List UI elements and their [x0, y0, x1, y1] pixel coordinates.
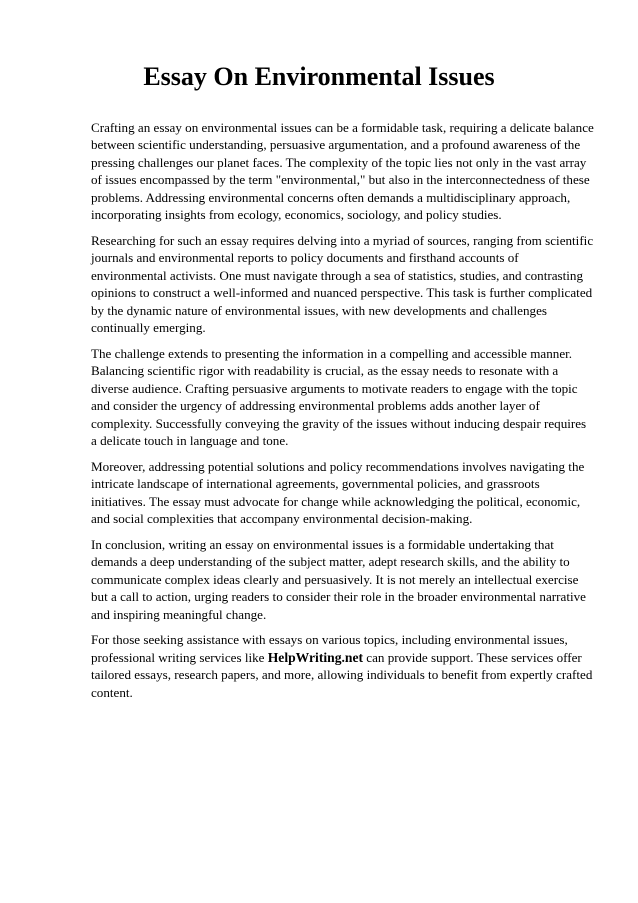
paragraph-6: [91, 631, 595, 701]
paragraph-6-intro: For those seeking assistance with essays on various topics, including environmental issues, professional writing services like: [91, 632, 568, 665]
paragraph-5: In conclusion, writing an essay on environmental issues is a formidable undertaking that demands a deep understanding of the subject matter, adept research skills, and the ability to communicate complex ideas clearly and persuasively. It is not merely an intellectual exercise but a call to action, urging readers to consider their role in the broader environmental narrative and inspiring meaningful change.: [91, 536, 586, 622]
page-title: Essay On Environmental Issues: [143, 62, 495, 91]
paragraph-6-outro: can provide support. These services offer tailored essays, research papers, and more, allowing individuals to benefit from expertly crafted content.: [91, 649, 593, 700]
helpwriting-link[interactable]: HelpWriting.net: [267, 649, 364, 665]
essay-body: [91, 119, 595, 710]
paragraph-4: Moreover, addressing potential solutions and policy recommendations involves navigating the intricate landscape of international agreements, governmental policies, and grassroots initiatives. The essay must advocate for change while acknowledging the political, economic, and social complexities that accompany environmental decision-making.: [91, 458, 585, 527]
paragraph-3: The challenge extends to presenting the information in a compelling and accessible manner. Balancing scientific rigor with readability is crucial, as the essay needs to resonate with a diverse audience. Crafting persuasive arguments to motivate readers to engage with the topic and consider the urgency of addressing environmental problems adds another layer of complexity. Successfully conveying the gravity of the issues without inducing despair requires a delicate touch in language and tone.: [91, 345, 587, 448]
paragraph-1: Crafting an essay on environmental issues can be a formidable task, requiring a delicate balance between scientific understanding, persuasive argumentation, and a profound awareness of the pressing challenges our planet faces. The complexity of the topic lies not only in the vast array of issues encompassed by the term "environmental," but also in the interconnectedness of these problems. Addressing environmental concerns often demands a multidisciplinary approach, incorporating insights from ecology, economics, sociology, and policy studies.: [91, 120, 594, 223]
paragraph-2: Researching for such an essay requires delving into a myriad of sources, ranging from scientific journals and environmental reports to policy documents and firsthand accounts of environmental activists. One must navigate through a sea of statistics, studies, and contrasting opinions to construct a well-informed and nuanced perspective. This task is further complicated by the dynamic nature of environmental issues, with new developments and challenges continually emerging.: [91, 232, 594, 335]
